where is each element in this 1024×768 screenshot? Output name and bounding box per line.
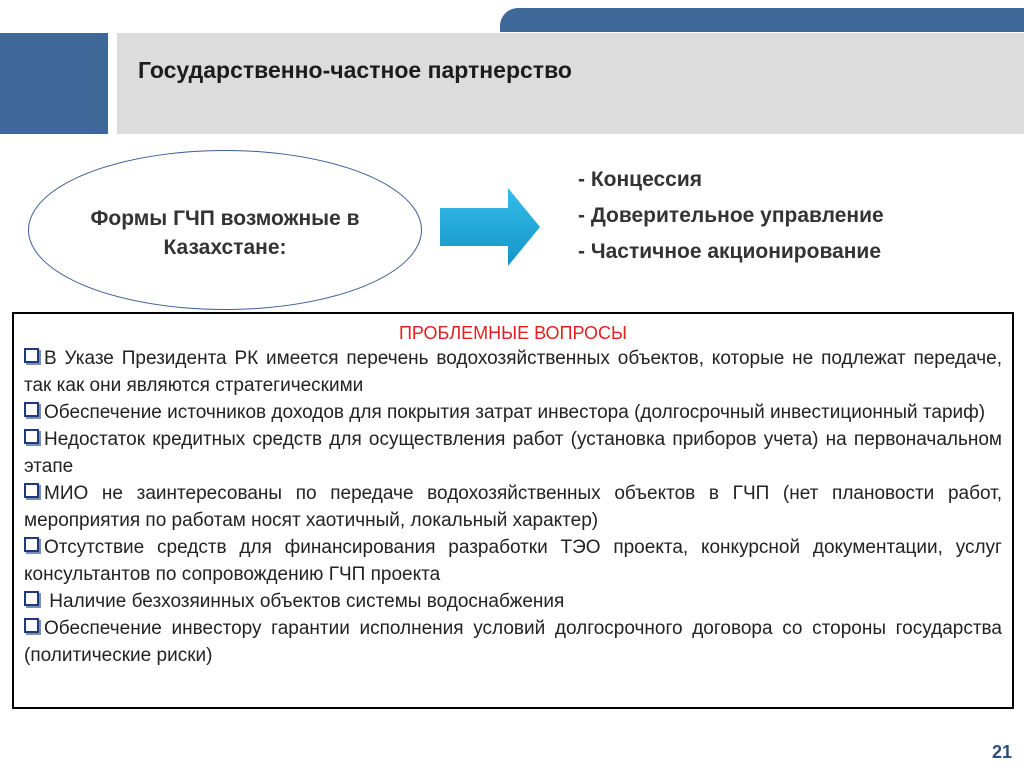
checkbox-bullet-icon <box>24 537 39 552</box>
form-item-concession: - Концессия <box>578 168 702 191</box>
problems-title: ПРОБЛЕМНЫЕ ВОПРОСЫ <box>398 323 627 343</box>
checkbox-bullet-icon <box>24 429 39 444</box>
page-number: 21 <box>991 742 1012 762</box>
page-title: Государственно-частное партнерство <box>138 57 572 83</box>
form-item-partial-shares: - Частичное акционирование <box>578 240 882 263</box>
problem-item: Недостаток кредитных средств для осуществления работ (установка приборов учета) на первоначальном этапе <box>24 429 1002 477</box>
forms-list <box>578 164 1018 272</box>
problem-item: Обеспечение инвестору гарантии исполнения условий долгосрочного договора со стороны государства (политические риски) <box>24 618 1002 666</box>
problem-item: МИО не заинтересованы по передаче водохозяйственных объектов в ГЧП (нет плановости работ, мероприятия по работам носят хаотичный, локальный характер) <box>24 483 1002 531</box>
problem-item: Отсутствие средств для финансирования разработки ТЭО проекта, конкурсной документации, услуг консультантов по сопровождению ГЧП проекта <box>24 537 1002 585</box>
checkbox-bullet-icon <box>24 348 39 363</box>
header-top-tab <box>500 8 1024 32</box>
right-arrow-icon <box>440 188 540 266</box>
ellipse-label <box>40 204 410 262</box>
checkbox-bullet-icon <box>24 483 39 498</box>
header-blue-block <box>0 33 108 134</box>
form-item-trust-management: - Доверительное управление <box>578 204 884 227</box>
checkbox-bullet-icon <box>24 618 39 633</box>
problem-item: Обеспечение источников доходов для покрытия затрат инвестора (долгосрочный инвестиционный тариф) <box>24 399 1002 426</box>
ellipse-label-line1: Формы ГЧП возможные в <box>90 207 360 230</box>
checkbox-bullet-icon <box>24 591 39 606</box>
problem-item: Наличие безхозяинных объектов системы водоснабжения <box>24 588 1002 615</box>
ellipse-label-line2: Казахстане: <box>163 236 287 259</box>
problems-box <box>12 312 1014 709</box>
problem-item: В Указе Президента РК имеется перечень водохозяйственных объектов, которые не подлежат передаче, так как они являются стратегическими <box>24 348 1002 396</box>
checkbox-bullet-icon <box>24 402 39 417</box>
